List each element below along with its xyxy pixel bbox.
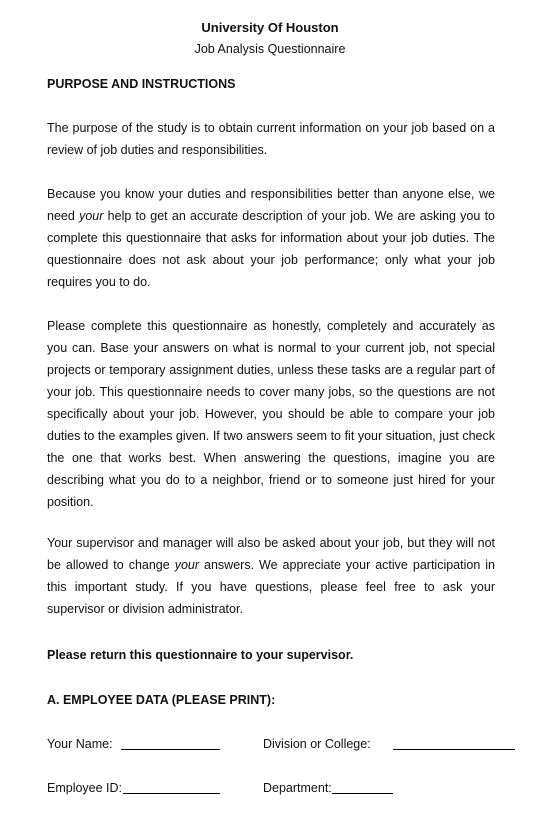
division-input-line[interactable]	[393, 749, 515, 750]
name-label: Your Name:	[47, 737, 113, 751]
paragraph-text: help to get an accurate description of your job. We are asking you to complete this questionnaire that asks for information about your job duties. The questionnaire does not ask about your job performance; only what your job requires you to do.	[47, 209, 495, 289]
department-label: Department:	[263, 781, 332, 795]
name-input-line[interactable]	[121, 749, 220, 750]
paragraph-text: Because you know your duties and responsibilities better than anyone else, we need	[47, 187, 495, 223]
paragraph-text: Your supervisor and manager will also be asked about your job, but they will not be allowed to change	[47, 536, 495, 572]
return-note: Please return this questionnaire to your supervisor.	[47, 648, 354, 662]
employee-id-label: Employee ID:	[47, 781, 123, 795]
supervisor-paragraph	[47, 532, 495, 620]
division-label: Division or College:	[263, 737, 371, 751]
emphasis-text: your	[174, 558, 200, 572]
paragraph-text: answers. We appreciate your active participation in this important study. If you have questions, please feel free to ask your supervisor or division administrator.	[47, 558, 495, 616]
knowledge-paragraph	[47, 183, 495, 293]
employee-id-input-line[interactable]	[123, 793, 220, 794]
university-name: University Of Houston	[201, 20, 339, 35]
employee-data-heading: A. EMPLOYEE DATA (PLEASE PRINT):	[47, 693, 276, 707]
form-title: Job Analysis Questionnaire	[194, 42, 346, 56]
purpose-heading: PURPOSE AND INSTRUCTIONS	[47, 77, 236, 91]
purpose-paragraph: The purpose of the study is to obtain current information on your job based on a review of job duties and responsibilities.	[47, 121, 495, 157]
department-input-line[interactable]	[332, 793, 393, 794]
emphasis-text: your	[79, 209, 104, 223]
instructions-paragraph: Please complete this questionnaire as honestly, completely and accurately as you can. Base your answers on what is normal to your current job, not special projects or temporary assignment duties, unless these tasks are a regular part of your job. This questionnaire needs to cover many jobs, so the questions are not specifically about your job. However, you should be able to compare your job duties to the examples given. If two answers seem to fit your situation, just check the one that works best. When answering the questions, imagine you are describing what you do to a neighbor, friend or to someone just hired for your position.	[47, 319, 495, 509]
